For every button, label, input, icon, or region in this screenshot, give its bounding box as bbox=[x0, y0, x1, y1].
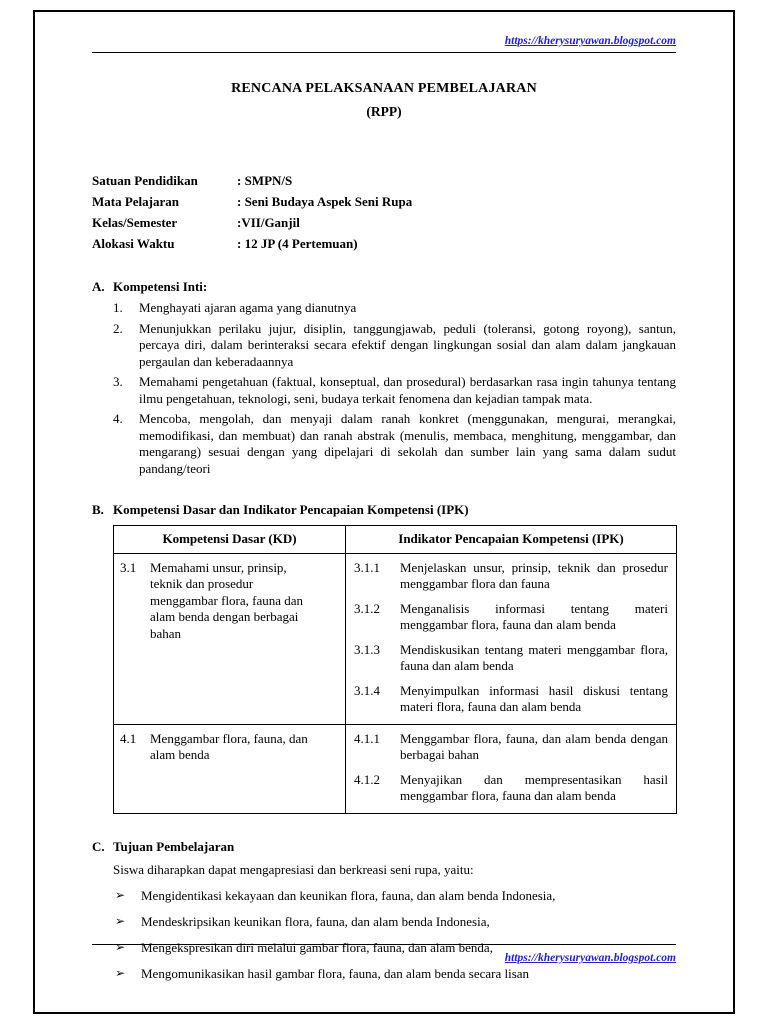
info-value: :VII/Ganjil bbox=[237, 215, 300, 230]
list-item-text: Menghayati ajaran agama yang dianutnya bbox=[139, 300, 357, 315]
info-row-mata-pelajaran bbox=[92, 191, 676, 212]
arrow-bullet-icon: ➢ bbox=[115, 913, 126, 928]
ipk-number: 3.1.2 bbox=[354, 600, 380, 616]
bullet-text: Mendeskripsikan keunikan flora, fauna, dan alam benda Indonesia, bbox=[141, 913, 490, 929]
list-item-text: Mencoba, mengolah, dan menyaji dalam ranah konkret (menggunakan, mengurai, merangkai, memodifikasi, dan membuat) dan ranah abstrak (menulis, membaca, menghitung, menggambar, dan mengarang) sesuai dengan yang dipelajari di sekolah dan sumber lain yang sama dalam sudut pandang/teori bbox=[139, 411, 676, 476]
ipk-number: 3.1.4 bbox=[354, 682, 380, 698]
section-b-title: Kompetensi Dasar dan Indikator Pencapaian Kompetensi (IPK) bbox=[113, 502, 469, 517]
kd-text: Memahami unsur, prinsip, teknik dan prosedur menggambar flora, fauna dan alam benda dengan berbagai bahan bbox=[150, 559, 304, 641]
ipk-text: Menyajikan dan mempresentasikan hasil menggambar flora, fauna dan alam benda bbox=[400, 771, 668, 803]
list-item-text: Menunjukkan perilaku jujur, disiplin, tanggungjawab, peduli (toleransi, gotong royong), santun, percaya diri, dalam berinteraksi secara efektif dengan lingkungan sosial dan alam dalam jangkauan pergaulan dan keberadaannya bbox=[139, 320, 676, 369]
header-link[interactable]: https://kherysuryawan.blogspot.com bbox=[504, 35, 676, 47]
ipk-item bbox=[354, 560, 668, 593]
section-c-label: C. bbox=[92, 838, 105, 854]
info-row-alokasi-waktu bbox=[92, 233, 676, 254]
section-b-label: B. bbox=[92, 502, 104, 517]
info-label: Alokasi Waktu bbox=[92, 236, 175, 251]
arrow-bullet-icon: ➢ bbox=[115, 887, 126, 902]
footer-link[interactable]: https://kherysuryawan.blogspot.com bbox=[504, 952, 676, 964]
list-item-number: 3. bbox=[113, 374, 123, 389]
kd-number: 4.1 bbox=[120, 730, 137, 746]
kd-text: Menggambar flora, fauna, dan alam benda bbox=[150, 730, 308, 762]
bullet-item bbox=[115, 887, 676, 904]
kd-number: 3.1 bbox=[120, 559, 137, 575]
page-header bbox=[92, 32, 676, 48]
page-footer bbox=[92, 944, 676, 965]
table-header-ipk: Indikator Pencapaian Kompetensi (IPK) bbox=[346, 526, 677, 554]
bullet-text: Mengomunikasikan hasil gambar flora, fauna, dan alam benda secara lisan bbox=[141, 965, 530, 981]
ipk-number: 4.1.1 bbox=[354, 730, 380, 746]
document-content bbox=[92, 32, 676, 982]
section-a-title: Kompetensi Inti: bbox=[113, 279, 208, 294]
kd-cell bbox=[114, 724, 346, 813]
document-info-block bbox=[92, 170, 676, 254]
section-c-title: Tujuan Pembelajaran bbox=[113, 838, 235, 854]
ipk-item bbox=[354, 601, 668, 634]
table-header-kd: Kompetensi Dasar (KD) bbox=[114, 526, 346, 554]
ipk-number: 3.1.1 bbox=[354, 559, 380, 575]
list-item-number: 4. bbox=[113, 411, 123, 426]
table-row bbox=[114, 724, 677, 813]
tujuan-list bbox=[92, 887, 676, 982]
list-item-number: 1. bbox=[113, 300, 123, 315]
kd-cell bbox=[114, 553, 346, 724]
section-kompetensi-dasar bbox=[92, 502, 676, 814]
tujuan-intro: Siswa diharapkan dapat mengapresiasi dan berkreasi seni rupa, yaitu: bbox=[113, 861, 474, 877]
ipk-cell bbox=[346, 724, 677, 813]
list-item bbox=[113, 321, 676, 371]
document-subtitle: (RPP) bbox=[366, 104, 402, 119]
section-c-heading bbox=[92, 839, 676, 855]
ipk-item bbox=[354, 772, 668, 805]
info-label: Mata Pelajaran bbox=[92, 194, 180, 209]
ipk-number: 4.1.2 bbox=[354, 771, 380, 787]
ipk-item bbox=[354, 642, 668, 675]
kompetensi-inti-list bbox=[92, 300, 676, 477]
ipk-text: Menganalisis informasi tentang materi menggambar flora, fauna dan alam benda bbox=[400, 600, 668, 632]
ipk-text: Menyimpulkan informasi hasil diskusi tentang materi flora, fauna dan alam benda bbox=[400, 682, 668, 714]
ipk-cell bbox=[346, 553, 677, 724]
ipk-item bbox=[354, 683, 668, 716]
section-a-heading bbox=[92, 279, 676, 295]
arrow-bullet-icon: ➢ bbox=[115, 965, 126, 980]
info-value: : SMPN/S bbox=[237, 173, 293, 188]
list-item bbox=[113, 374, 676, 407]
list-item-text: Memahami pengetahuan (faktual, konseptual, dan prosedural) berdasarkan rasa ingin tahunya tentang ilmu pengetahuan, teknologi, seni, budaya terkait fenomena dan kejadian tampak mata. bbox=[139, 374, 676, 406]
footer-rule bbox=[92, 944, 676, 945]
header-rule bbox=[92, 52, 676, 53]
bullet-text: Mengekspresikan diri melalui gambar flora, fauna, dan alam benda, bbox=[141, 939, 493, 955]
kd-ipk-table bbox=[113, 525, 677, 814]
bullet-text: Mengidentikasi kekayaan dan keunikan flora, fauna, dan alam benda Indonesia, bbox=[141, 887, 556, 903]
title-block bbox=[92, 81, 676, 120]
ipk-item bbox=[354, 731, 668, 764]
info-label: Kelas/Semester bbox=[92, 215, 178, 230]
info-row-kelas-semester bbox=[92, 212, 676, 233]
info-value: : 12 JP (4 Pertemuan) bbox=[237, 236, 358, 251]
list-item bbox=[113, 300, 676, 317]
list-item-number: 2. bbox=[113, 320, 123, 336]
ipk-text: Menjelaskan unsur, prinsip, teknik dan prosedur menggambar flora dan fauna bbox=[400, 559, 668, 591]
bullet-item bbox=[115, 965, 676, 982]
document-title: RENCANA PELAKSANAAN PEMBELAJARAN bbox=[231, 81, 537, 96]
ipk-number: 3.1.3 bbox=[354, 641, 380, 657]
info-row-satuan-pendidikan bbox=[92, 170, 676, 191]
section-a-label: A. bbox=[92, 279, 105, 294]
ipk-text: Menggambar flora, fauna, dan alam benda dengan berbagai bahan bbox=[400, 730, 668, 762]
section-kompetensi-inti bbox=[92, 279, 676, 477]
ipk-text: Mendiskusikan tentang materi menggambar flora, fauna dan alam benda bbox=[400, 641, 668, 673]
table-header-row bbox=[114, 526, 677, 554]
info-label: Satuan Pendidikan bbox=[92, 173, 198, 188]
bullet-item bbox=[115, 913, 676, 930]
arrow-bullet-icon: ➢ bbox=[115, 939, 126, 954]
info-value: : Seni Budaya Aspek Seni Rupa bbox=[237, 194, 413, 209]
list-item bbox=[113, 411, 676, 477]
section-b-heading bbox=[92, 502, 676, 518]
table-row bbox=[114, 553, 677, 724]
